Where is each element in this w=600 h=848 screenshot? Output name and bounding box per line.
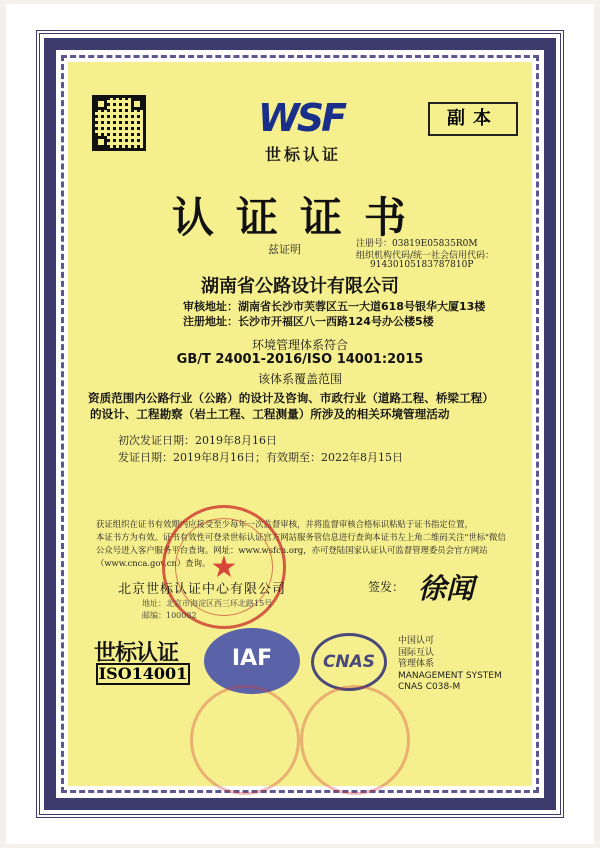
cnas-logo-text: CNAS — [322, 652, 376, 672]
audit-address: 审核地址：湖南省长沙市芙蓉区五一大道618号银华大厦13楼 — [183, 300, 486, 313]
signature: 徐闻 — [418, 572, 475, 605]
note-line-3: 公众号进入客户服务平台查询。网址：www.wsfcn.org，亦可登陆国家认证认可监督管理委员会官方网站 — [96, 545, 488, 555]
note-line-2: 本证书方为有效。证书有效性可登录世标认证官方网站服务管信息进行查询本证书左上角二维码关注"世标"微信 — [96, 532, 506, 542]
iaf-logo-text: IAF — [231, 646, 273, 671]
qr-finder — [95, 136, 107, 148]
sign-label: 签发： — [368, 580, 405, 594]
note-line-4: （www.cnca.gov.cn）查询。 — [96, 558, 211, 568]
intro-text: 兹证明 — [268, 243, 301, 256]
scope-lead: 该体系覆盖范围 — [257, 372, 342, 386]
issuer-name: 北京世标认证中心有限公司 — [118, 582, 287, 597]
standard-code: GB/T 24001-2016/ISO 14001:2015 — [176, 352, 424, 367]
watermark-seal — [300, 685, 410, 795]
cnas-logo — [311, 633, 387, 691]
wsf-logo-subtitle: 世标认证 — [264, 145, 341, 164]
accreditation-line: 国际互认 — [398, 647, 435, 658]
iso-brand-logo: 世标认证 — [94, 641, 179, 666]
issuer-postcode: 邮编：100082 — [142, 611, 197, 620]
issue-and-expiry-date: 发证日期：2019年8月16日；有效期至：2022年8月15日 — [118, 451, 403, 464]
registered-address: 注册地址：长沙市开福区八一西路124号办公楼5楼 — [183, 315, 434, 328]
iso-number-badge: ISO14001 — [96, 663, 190, 685]
scope-line-1: 资质范围内公路行业（公路）的设计及咨询、市政行业（道路工程、桥梁工程） — [88, 391, 494, 405]
iaf-logo — [204, 628, 300, 694]
note-line-1: 获证组织在证书有效期内应接受至少每年一次监督审核，并将监督审核合格标识粘贴于证书指定位置， — [96, 519, 473, 529]
company-name: 湖南省公路设计有限公司 — [201, 276, 399, 297]
certificate-title: 认证证书 — [171, 193, 428, 242]
qr-finder — [95, 98, 107, 110]
accreditation-line: CNAS C038-M — [398, 682, 461, 692]
org-code-value: 91430105183787810P — [370, 260, 474, 270]
copy-badge: 副本 — [428, 102, 518, 136]
accreditation-line: 中国认可 — [398, 636, 435, 646]
accreditation-line: 管理体系 — [398, 659, 435, 669]
issuer-address: 地址：北京市海淀区西三环北路15号 — [142, 599, 273, 608]
scope-line-2: 的设计、工程勘察（岩土工程、工程测量）所涉及的相关环境管理活动 — [90, 407, 450, 421]
accreditation-line: MANAGEMENT SYSTEM — [398, 670, 502, 681]
registration-number: 注册号：03819E05835R0M — [356, 239, 478, 249]
seal-star-icon: ★ — [210, 550, 238, 585]
wsf-logo: WSF — [257, 96, 345, 140]
qr-finder — [131, 98, 143, 110]
accreditation-block — [398, 636, 502, 694]
first-issue-date: 初次发证日期：2019年8月16日 — [118, 434, 277, 447]
watermark-seal — [190, 685, 300, 795]
qr-code-icon[interactable] — [92, 95, 146, 151]
org-code-label: 组织机构代码/统一社会信用代码： — [356, 251, 495, 261]
standard-lead: 环境管理体系符合 — [251, 338, 348, 352]
